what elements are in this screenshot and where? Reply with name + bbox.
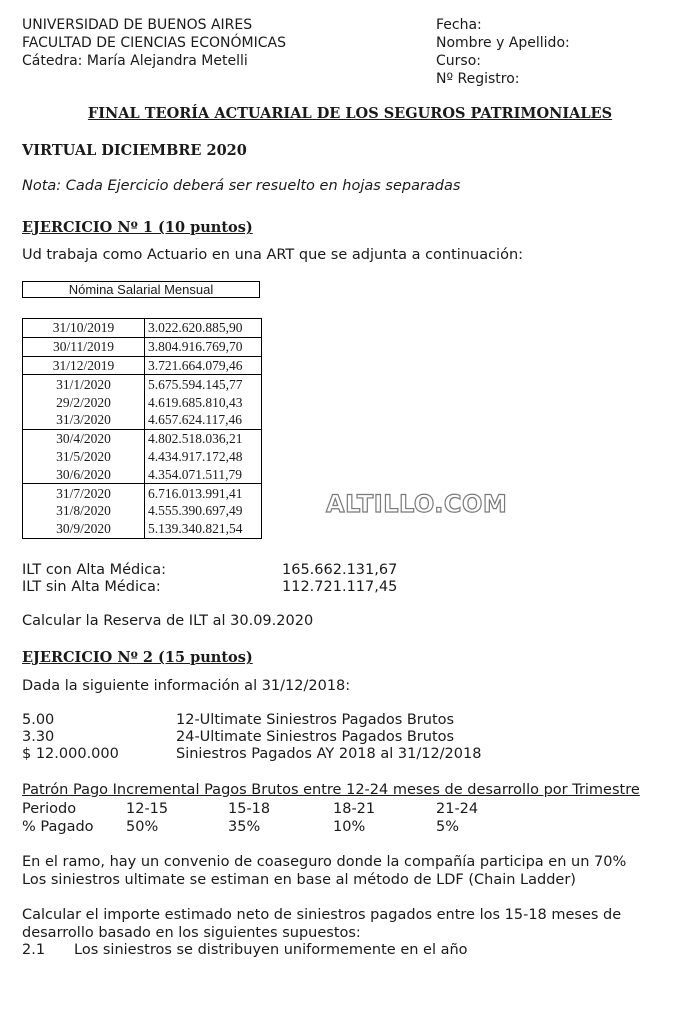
table-row <box>23 411 262 429</box>
nomina-table <box>22 318 262 539</box>
date-cell: 31/7/2020 <box>23 484 145 502</box>
pattern-title: Patrón Pago Incremental Pagos Brutos entre 12-24 meses de desarrollo por Trimestre <box>22 782 640 798</box>
fact-label: 12-Ultimate Siniestros Pagados Brutos <box>176 712 455 728</box>
pattern-value-cell: 50% <box>126 819 159 835</box>
salary-cell: 4.802.518.036,21 <box>145 429 262 447</box>
table-row <box>23 484 262 502</box>
item-text: Los siniestros se distribuyen uniformemente en el año <box>74 942 468 958</box>
date-cell: 31/8/2020 <box>23 502 145 520</box>
date-cell: 30/4/2020 <box>23 429 145 447</box>
date-cell: 30/11/2019 <box>23 337 145 356</box>
table-row <box>23 502 262 520</box>
salary-cell: 4.555.390.697,49 <box>145 502 262 520</box>
date-cell: 31/5/2020 <box>23 448 145 466</box>
fact-value: 5.00 <box>22 712 55 728</box>
table-row <box>23 319 262 338</box>
salary-cell: 4.657.624.117,46 <box>145 411 262 429</box>
table-row <box>23 375 262 393</box>
date-cell: 31/3/2020 <box>23 411 145 429</box>
fact-label: Siniestros Pagados AY 2018 al 31/12/2018 <box>176 746 482 762</box>
ilt-sin-value: 112.721.117,45 <box>282 579 398 595</box>
ej2-intro: Dada la siguiente información al 31/12/2018: <box>22 678 351 694</box>
pattern-value-cell: 10% <box>333 819 366 835</box>
pattern-value-cell: % Pagado <box>22 819 94 835</box>
fecha-label: Fecha: <box>436 17 482 33</box>
fact-value: $ 12.000.000 <box>22 746 119 762</box>
exam-subtitle: VIRTUAL DICIEMBRE 2020 <box>22 142 247 159</box>
ilt-sin-label: ILT sin Alta Médica: <box>22 579 161 595</box>
pattern-header-cell: 18-21 <box>333 801 376 817</box>
table-row <box>23 448 262 466</box>
salary-cell: 4.434.917.172,48 <box>145 448 262 466</box>
ej1-heading: EJERCICIO Nº 1 (10 puntos) <box>22 219 253 236</box>
pattern-value-cell: 35% <box>228 819 261 835</box>
faculty-name: FACULTAD DE CIENCIAS ECONÓMICAS <box>22 35 286 51</box>
table-row <box>23 393 262 411</box>
nomina-table-title: Nómina Salarial Mensual <box>22 281 260 298</box>
ilt-con-label: ILT con Alta Médica: <box>22 562 167 578</box>
item-number: 2.1 <box>22 942 46 958</box>
date-cell: 30/9/2020 <box>23 520 145 538</box>
catedra-line: Cátedra: María Alejandra Metelli <box>22 53 248 69</box>
ej2-para2-line: Calcular el importe estimado neto de siniestros pagados entre los 15-18 meses de <box>22 907 622 923</box>
pattern-value-cell: 5% <box>436 819 460 835</box>
table-row <box>23 429 262 447</box>
ej2-para1-line: En el ramo, hay un convenio de coaseguro donde la compañía participa en un 70% <box>22 854 627 870</box>
pattern-header-cell: 21-24 <box>436 801 479 817</box>
salary-cell: 6.716.013.991,41 <box>145 484 262 502</box>
table-row <box>23 356 262 375</box>
table-row <box>23 337 262 356</box>
ej1-question: Calcular la Reserva de ILT al 30.09.2020 <box>22 613 314 629</box>
pattern-header-cell: 12-15 <box>126 801 169 817</box>
university-name: UNIVERSIDAD DE BUENOS AIRES <box>22 17 253 33</box>
date-cell: 31/10/2019 <box>23 319 145 338</box>
salary-cell: 5.675.594.145,77 <box>145 375 262 393</box>
salary-cell: 5.139.340.821,54 <box>145 520 262 538</box>
date-cell: 31/1/2020 <box>23 375 145 393</box>
salary-cell: 3.721.664.079,46 <box>145 356 262 375</box>
date-cell: 30/6/2020 <box>23 465 145 483</box>
salary-cell: 4.354.071.511,79 <box>145 465 262 483</box>
fact-value: 3.30 <box>22 729 55 745</box>
salary-cell: 4.619.685.810,43 <box>145 393 262 411</box>
ej2-para1-line: Los siniestros ultimate se estiman en base al método de LDF (Chain Ladder) <box>22 872 576 888</box>
ej2-heading: EJERCICIO Nº 2 (15 puntos) <box>22 649 253 666</box>
watermark: ALTILLO.COM <box>326 490 508 518</box>
pattern-header-cell: 15-18 <box>228 801 271 817</box>
exam-title: FINAL TEORÍA ACTUARIAL DE LOS SEGUROS PATRIMONIALES <box>87 105 613 122</box>
curso-label: Curso: <box>436 53 481 69</box>
nombre-label: Nombre y Apellido: <box>436 35 570 51</box>
salary-cell: 3.022.620.885,90 <box>145 319 262 338</box>
table-row <box>23 520 262 538</box>
date-cell: 31/12/2019 <box>23 356 145 375</box>
exam-note: Nota: Cada Ejercicio deberá ser resuelto en hojas separadas <box>22 178 461 194</box>
ej2-para2-line: desarrollo basado en los siguientes supuestos: <box>22 925 361 941</box>
ej1-intro: Ud trabaja como Actuario en una ART que se adjunta a continuación: <box>22 247 524 263</box>
table-row <box>23 465 262 483</box>
fact-label: 24-Ultimate Siniestros Pagados Brutos <box>176 729 455 745</box>
salary-cell: 3.804.916.769,70 <box>145 337 262 356</box>
date-cell: 29/2/2020 <box>23 393 145 411</box>
pattern-header-cell: Periodo <box>22 801 77 817</box>
ilt-con-value: 165.662.131,67 <box>282 562 398 578</box>
registro-label: Nº Registro: <box>436 71 520 87</box>
